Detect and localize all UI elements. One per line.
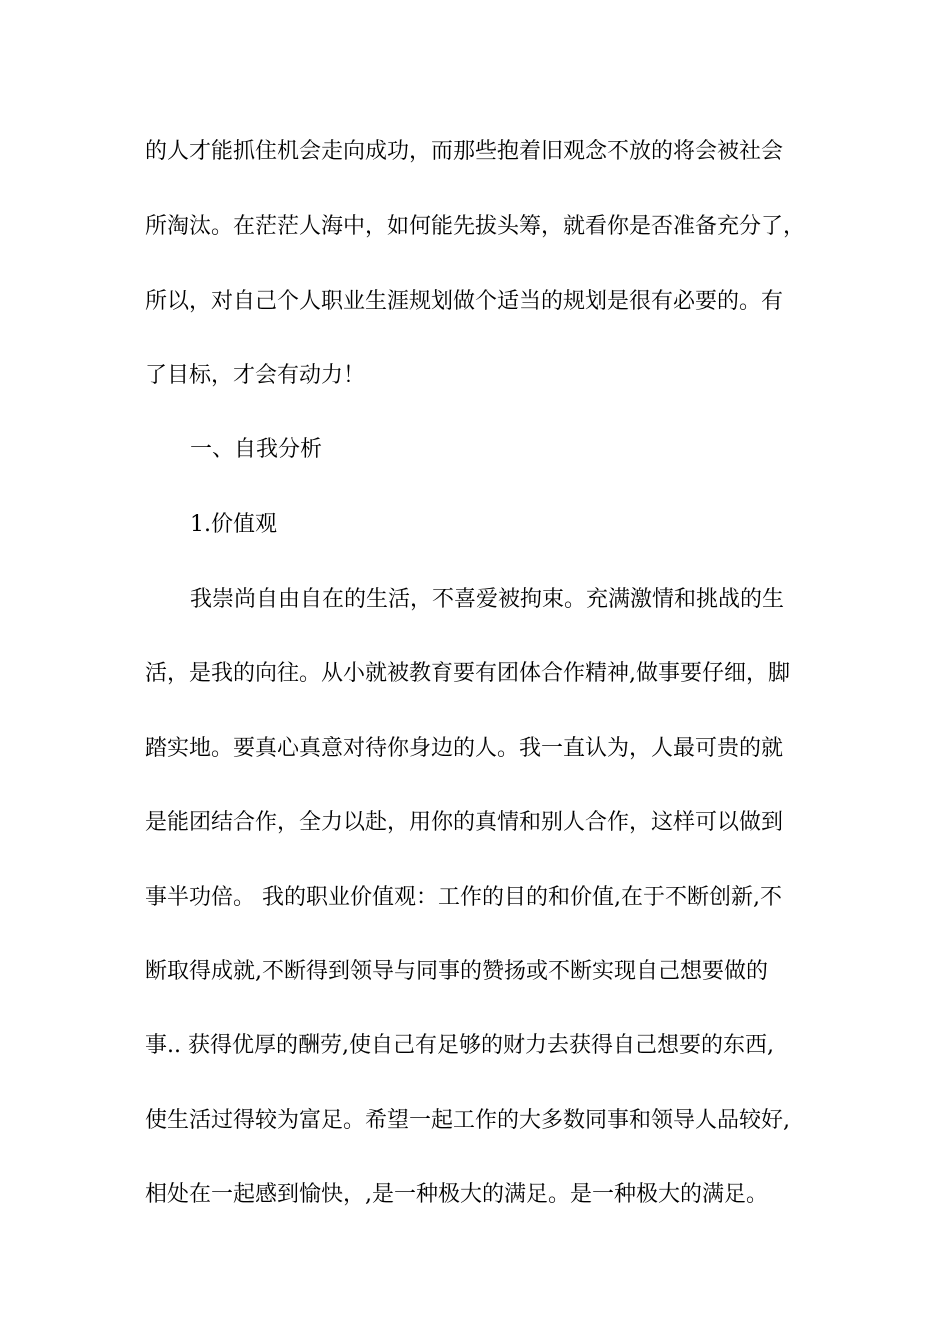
paragraph-line: 所以，对自己个人职业生涯规划做个适当的规划是很有必要的。有 [145,289,784,314]
paragraph-line: 活，是我的向往。从小就被教育要有团体合作精神,做事要仔细，脚 [145,661,790,686]
paragraph-line: 所淘汰。在茫茫人海中，如何能先拔头筹，就看你是否准备充分了， [145,214,806,239]
subsection-heading: 1.价值观 [190,512,277,537]
paragraph-line: 是能团结合作，全力以赴，用你的真情和别人合作，这样可以做到 [145,810,784,835]
paragraph-line: 相处在一起感到愉快，,是一种极大的满足。是一种极大的满足。 [145,1182,768,1207]
paragraph-line: 事.. 获得优厚的酬劳,使自己有足够的财力去获得自己想要的东西, [145,1033,774,1058]
paragraph-line: 事半功倍。 我的职业价值观：工作的目的和价值,在于不断创新,不 [145,885,782,910]
paragraph-line: 的人才能抓住机会走向成功，而那些抱着旧观念不放的将会被社会 [145,139,784,164]
section-heading: 一、自我分析 [190,437,323,462]
paragraph-line: 使生活过得较为富足。希望一起工作的大多数同事和领导人品较好, [145,1108,790,1133]
paragraph-line: 断取得成就,不断得到领导与同事的赞扬或不断实现自己想要做的 [145,959,768,984]
paragraph-line: 踏实地。要真心真意对待你身边的人。我一直认为，人最可贵的就 [145,736,784,761]
paragraph-line: 我崇尚自由自在的生活，不喜爱被拘束。充满激情和挑战的生 [190,587,785,612]
paragraph-line: 了目标，才会有动力！ [145,363,366,388]
